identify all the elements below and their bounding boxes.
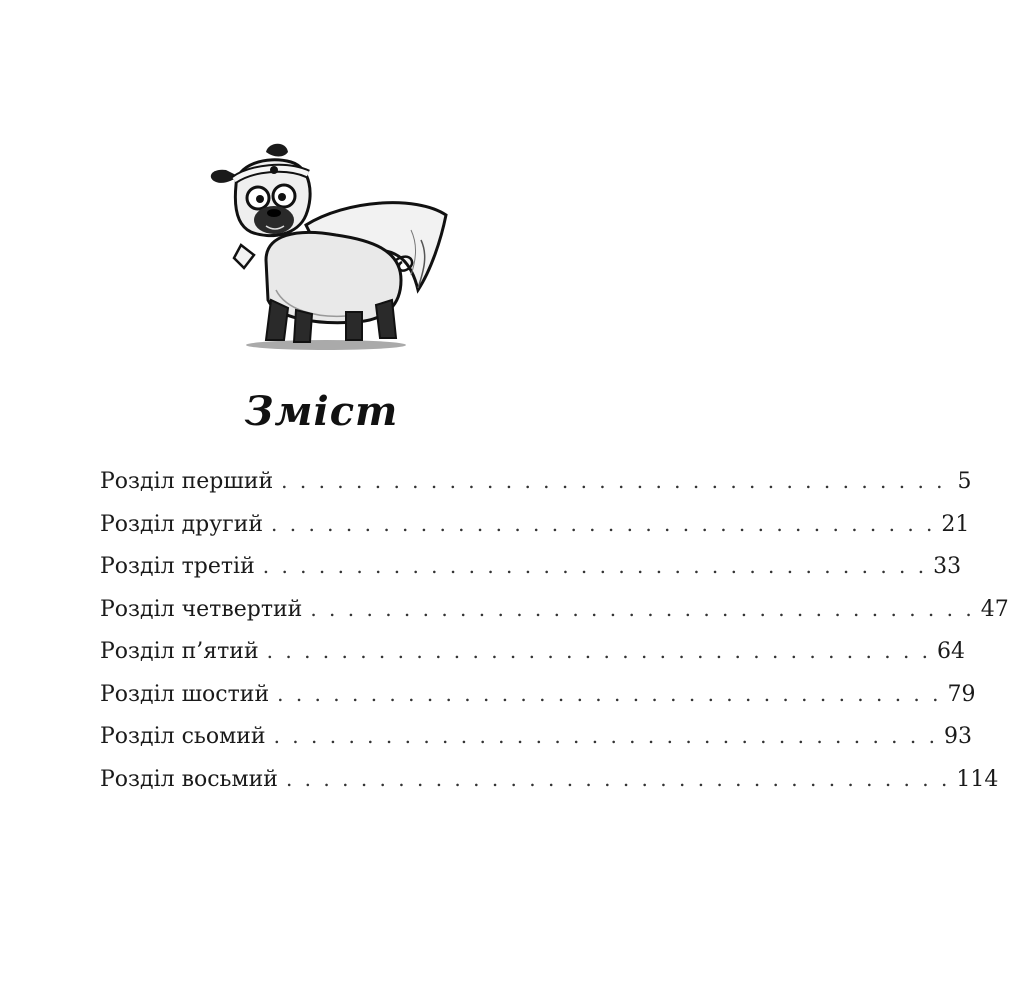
toc-entry[interactable] — [100, 588, 1009, 631]
toc-entry-label: Розділ перший — [100, 469, 274, 494]
toc-entry[interactable] — [100, 758, 999, 801]
toc-entry-page: 47 — [980, 596, 1009, 622]
toc-entry-page: 33 — [933, 554, 962, 579]
dot-leader: . . . . . . . . . . . . . . . . . . . . . . . . . . . . . . . . . . . . — [277, 681, 942, 706]
toc-entry-page: 79 — [947, 681, 976, 707]
dot-leader: . . . . . . . . . . . . . . . . . . . . . . . . . . . . . . . . . . . . — [310, 596, 975, 621]
toc-entry-label: Розділ третій — [100, 554, 255, 579]
toc-title: Зміст — [244, 388, 399, 435]
toc-entry[interactable] — [100, 460, 972, 503]
toc-entry-label: Розділ другий — [100, 511, 264, 537]
toc-entry-label: Розділ четвертий — [100, 596, 303, 622]
dot-leader: . . . . . . . . . . . . . . . . . . . . . . . . . . . . . . . . . . . . — [273, 724, 938, 748]
toc-entry-page: 5 — [957, 469, 972, 494]
toc-entry-page: 21 — [941, 511, 970, 537]
toc-entry[interactable] — [100, 545, 962, 588]
dot-leader: . . . . . . . . . . . . . . . . . . . . . . . . . . . . . . . . . . . . — [262, 554, 928, 578]
superhero-pug-icon — [196, 140, 456, 365]
toc-entry-label: Розділ шостий — [100, 681, 270, 707]
toc-entry-label: Розділ сьомий — [100, 724, 266, 749]
toc-entry-page: 64 — [937, 639, 966, 664]
dot-leader: . . . . . . . . . . . . . . . . . . . . . . . . . . . . . . . . . . . . — [266, 639, 932, 663]
toc-entry[interactable] — [100, 630, 966, 673]
toc-entry[interactable] — [100, 715, 972, 758]
toc-entry-page: 114 — [956, 766, 999, 792]
toc-entry-label: Розділ восьмий — [100, 766, 278, 792]
table-of-contents — [100, 460, 1009, 800]
toc-entry[interactable] — [100, 503, 970, 546]
toc-entry[interactable] — [100, 673, 976, 716]
toc-entry-page: 93 — [943, 724, 972, 749]
dot-leader: . . . . . . . . . . . . . . . . . . . . . . . . . . . . . . . . . . . . — [271, 511, 936, 536]
dot-leader: . . . . . . . . . . . . . . . . . . . . . . . . . . . . . . . . . . . . — [285, 766, 951, 791]
toc-entry-label: Розділ п’ятий — [100, 639, 259, 664]
dot-leader: . . . . . . . . . . . . . . . . . . . . . . . . . . . . . . . . . . . . — [281, 469, 946, 493]
